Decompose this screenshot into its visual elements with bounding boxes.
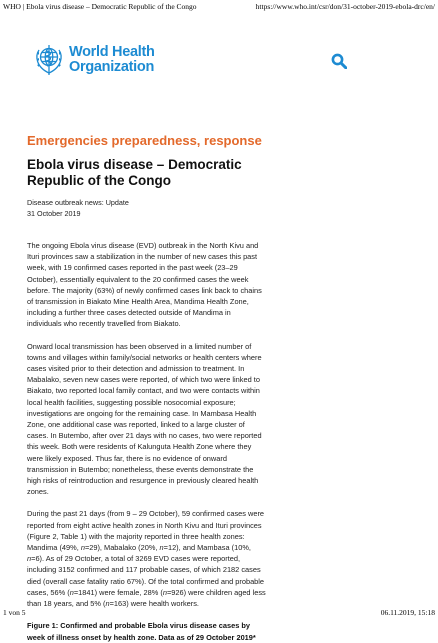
- search-icon: [331, 53, 347, 69]
- paragraph-1: The ongoing Ebola virus disease (EVD) outbreak in the North Kivu and Ituri provinces saw a stabilization in the number of new cases this past week, with 19 confirmed cases reported in the past week (23–29 October), essentially equivalent to the 20 confirmed cases the week before. The majority (63%) of newly confirmed cases link back to chains of transmission in Biakato Mine Health Area, Mandima Health Zone, including a further three cases detected outside of Mandima in individuals who recently travelled from Biakato.: [27, 241, 262, 329]
- article: [27, 133, 267, 643]
- paragraph-3: During the past 21 days (from 9 – 29 October), 59 confirmed cases were reported from eight active health zones in North Kivu and Ituri provinces (Figure 2, Table 1) with the majority reported in three health zones: Mandima (49%, n=29), Mabalako (20%, n=12), and Mambasa (10%, n=6). As of 29 October, a total of 3269 EVD cases were reported, including 3152 confirmed and 117 probable cases, of which 2182 cases died (overall case fatality ratio 67%). Of the total confirmed and probable cases, 56% (n=1841) were female, 28% (n=926) were children aged less than 18 years, and 5% (n=163) were health workers.: [27, 509, 266, 609]
- article-type: Disease outbreak news: Update: [27, 198, 129, 207]
- who-logo[interactable]: [34, 40, 194, 80]
- logo-line-1: World Health: [69, 44, 155, 60]
- figure-caption: Figure 1: Confirmed and probable Ebola virus disease cases by week of illness onset by health zone. Data as of 29 October 2019*: [27, 621, 256, 642]
- logo-line-2: Organization: [69, 59, 155, 75]
- section-kicker[interactable]: Emergencies preparedness, response: [27, 133, 262, 148]
- paragraph-2: Onward local transmission has been observed in a limited number of towns and villages within family/social networks or health centers where cases visited prior to their detection and admission to treatment. In Mabalako, seven new cases were reported, of which two were linked to Biakato, two reported local family contact, and two were contacts within local health facilities, suggesting possible nosocomial exposure; investigations are ongoing for the remaining case. In Mambasa Health Zone, one additional case was reported, linked to a large cluster of cases. In Butembo, after over 21 days with no cases, two were reported this week. Both were residents of Kalunguta Health Zone where they were likely exposed. Thus far, there is no evidence of onward transmission in Butembo; nonetheless, these events demonstrate the high risks of reintroduction and resurgence in previously cleared health zones.: [27, 341, 262, 497]
- print-datetime: 06.11.2019, 15:18: [380, 608, 435, 617]
- print-header-title: WHO | Ebola virus disease – Democratic Republic of the Congo: [3, 2, 197, 11]
- who-wordmark: [69, 45, 155, 75]
- page-number: 1 von 5: [3, 608, 26, 617]
- article-title: Ebola virus disease – Democratic Republic of the Congo: [27, 157, 242, 188]
- print-footer: [3, 608, 435, 617]
- article-meta: [27, 198, 267, 219]
- who-emblem-icon: [34, 43, 64, 77]
- article-date: 31 October 2019: [27, 208, 81, 218]
- print-header-url[interactable]: https://www.who.int/csr/don/31-october-2019-ebola-drc/en/: [255, 2, 435, 11]
- search-button[interactable]: [331, 53, 347, 69]
- print-header: [3, 2, 435, 11]
